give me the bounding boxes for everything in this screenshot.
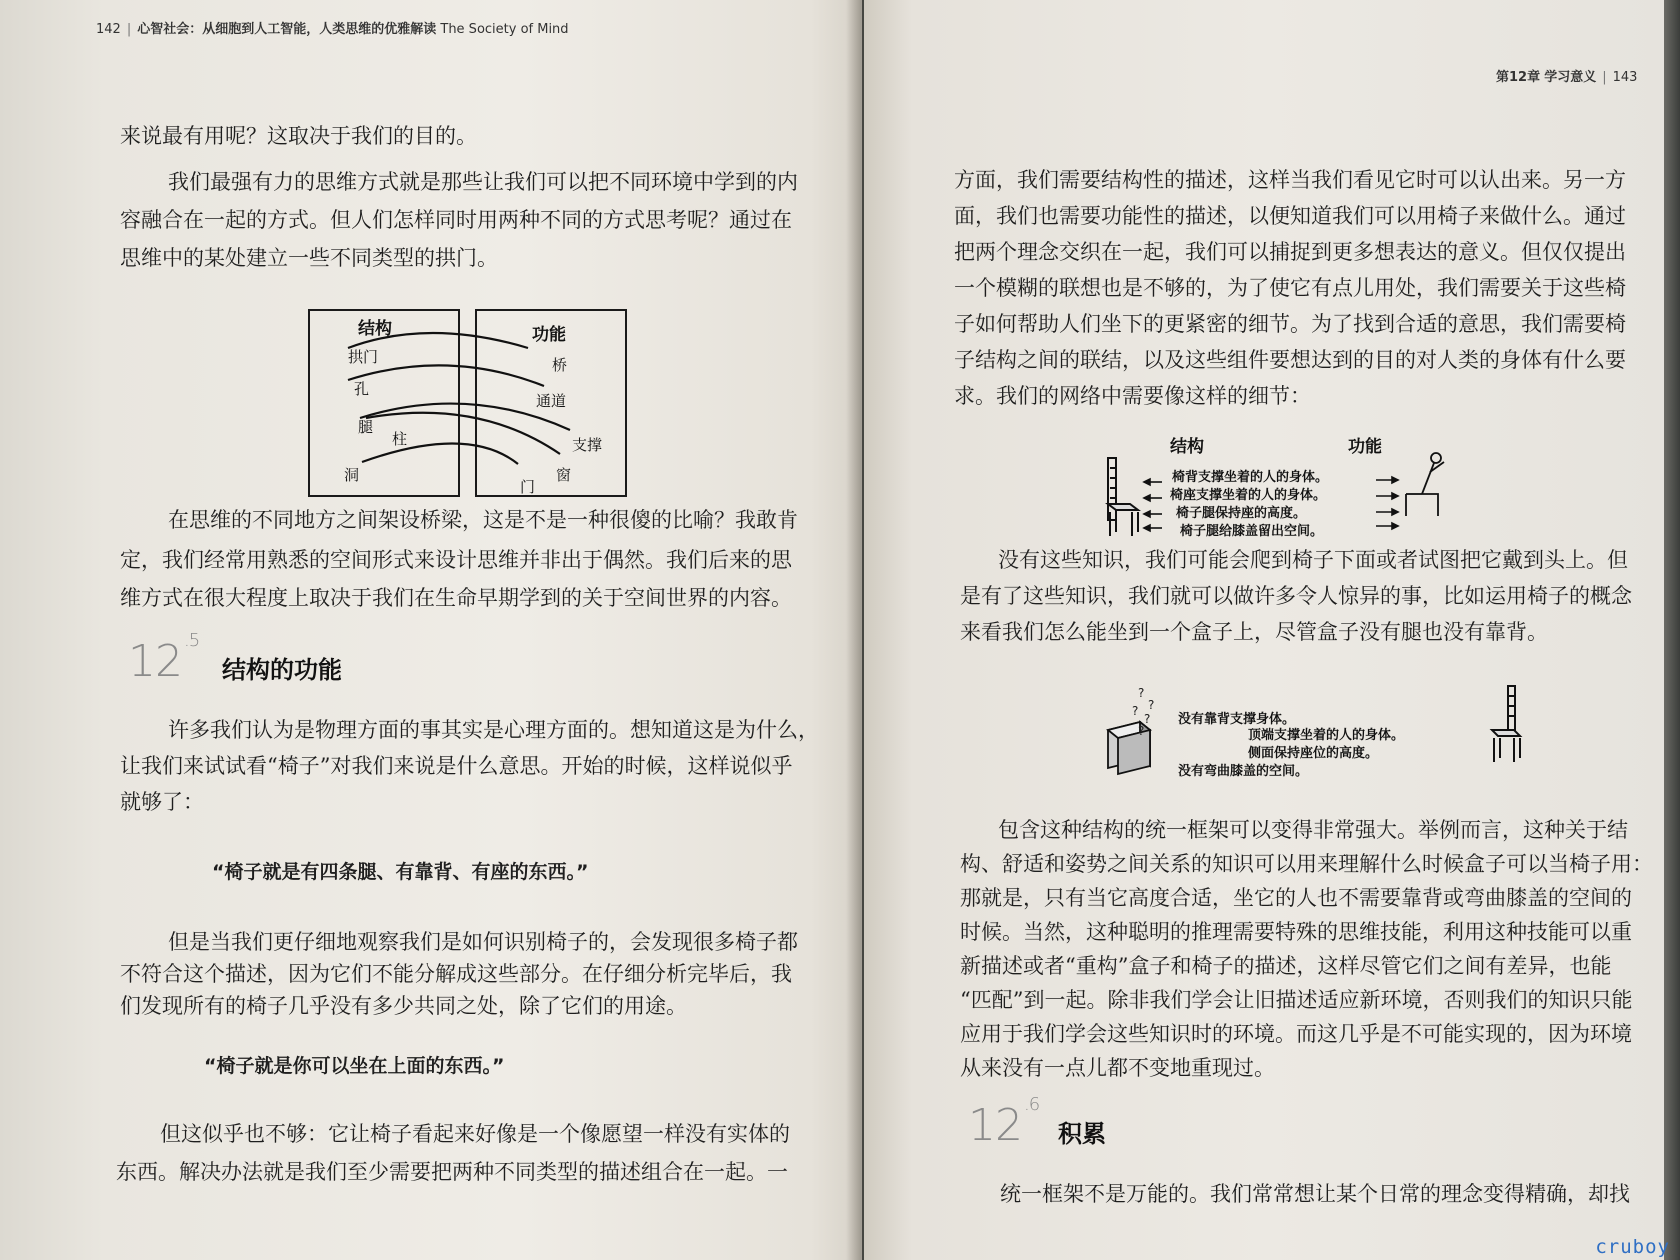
watermark: cruboy <box>1595 1236 1670 1258</box>
paragraph-line: 思维中的某处建立一些不同类型的拱门。 <box>120 246 498 270</box>
structure-term: 洞 <box>344 466 360 484</box>
page-number: 143 <box>1612 70 1638 85</box>
paragraph-line: 从来没有一点儿都不变地重现过。 <box>960 1056 1275 1080</box>
chair-figure-function-header: 功能 <box>1348 437 1382 457</box>
function-term: 通道 <box>536 392 567 410</box>
structure-term: 拱门 <box>348 348 379 366</box>
paragraph-line: 在思维的不同地方之间架设桥梁，这是不是一种很傻的比喻？我敢肯 <box>168 508 798 532</box>
chair-figure-row: 椅背支撑坐着的人的身体。 <box>1172 470 1329 485</box>
chapter-number: 第12章 <box>1496 70 1541 85</box>
box-figure-row: 没有弯曲膝盖的空间。 <box>1178 764 1309 779</box>
paragraph-line: 是有了这些知识，我们就可以做许多令人惊异的事，比如运用椅子的概念 <box>960 584 1632 608</box>
right-page <box>864 0 1664 1260</box>
chair-figure-structure-header: 结构 <box>1170 437 1204 457</box>
figure-structure-header: 结构 <box>358 319 392 339</box>
structure-function-figure <box>308 304 628 504</box>
paragraph-line: 新描述或者“重构”盒子和椅子的描述，这样尽管它们之间有差异，也能 <box>960 954 1612 978</box>
paragraph-line: 让我们来试试看“椅子”对我们来说是什么意思。开始的时候，这样说似乎 <box>120 754 793 778</box>
left-page-header: 142 | 心智社会：从细胞到人工智能，人类思维的优雅解读 The Society of Mind <box>96 22 569 37</box>
paragraph-line: 方面，我们需要结构性的描述，这样当我们看见它时可以认出来。另一方 <box>954 168 1626 192</box>
paragraph-line: 来看我们怎么能坐到一个盒子上，尽管盒子没有腿也没有靠背。 <box>960 620 1548 644</box>
paragraph-line: 统一框架不是万能的。我们常常想让某个日常的理念变得精确，却找 <box>1000 1182 1630 1206</box>
page-edge-shadow <box>1664 0 1680 1260</box>
paragraph-line: 那就是，只有当它高度合适，坐它的人也不需要靠背或弯曲膝盖的空间的 <box>960 886 1632 910</box>
paragraph-line: 没有这些知识，我们可能会爬到椅子下面或者试图把它戴到头上。但 <box>998 548 1628 572</box>
book-title-en: The Society of Mind <box>440 22 569 37</box>
paragraph-line: 定，我们经常用熟悉的空间形式来设计思维并非出于偶然。我们后来的思 <box>120 548 792 572</box>
section-number-sub: .6 <box>1024 1094 1040 1116</box>
section-number <box>128 630 200 687</box>
function-term: 窗 <box>556 466 572 484</box>
paragraph-line: 东西。解决办法就是我们至少需要把两种不同类型的描述组合在一起。一 <box>116 1160 788 1184</box>
box-figure-row: 没有靠背支撑身体。 <box>1178 712 1296 727</box>
chair-figure-row: 椅子腿给膝盖留出空间。 <box>1180 524 1324 539</box>
paragraph-line: 包含这种结构的统一框架可以变得非常强大。举例而言，这种关于结 <box>998 818 1628 842</box>
structure-term: 孔 <box>354 380 370 398</box>
paragraph-line: 子结构之间的联结，以及这些组件要想达到的目的对人类的身体有什么要 <box>954 348 1626 372</box>
section-number-main: 12 <box>968 1100 1022 1151</box>
section-title: 结构的功能 <box>222 656 342 684</box>
quote: “椅子就是你可以坐在上面的东西。” <box>204 1055 505 1077</box>
figure-function-header: 功能 <box>532 325 566 345</box>
paragraph-line: 面，我们也需要功能性的描述，以便知道我们可以用椅子来做什么。通过 <box>954 204 1626 228</box>
paragraph-line: 子如何帮助人们坐下的更紧密的细节。为了找到合适的意思，我们需要椅 <box>954 312 1626 336</box>
paragraph-line: 许多我们认为是物理方面的事其实是心理方面的。想知道这是为什么， <box>168 718 819 742</box>
paragraph-line: 就够了： <box>120 790 204 814</box>
chair-figure <box>1086 432 1486 544</box>
section-number <box>968 1094 1040 1151</box>
paragraph-line: “匹配”到一起。除非我们学会让旧描述适应新环境，否则我们的知识只能 <box>960 988 1633 1012</box>
paragraph-line: 我们最强有力的思维方式就是那些让我们可以把不同环境中学到的内 <box>168 170 798 194</box>
section-number-sub: .5 <box>184 630 200 652</box>
page-number: 142 <box>96 22 121 37</box>
question-mark: ? <box>1144 712 1151 726</box>
question-mark: ? <box>1138 686 1145 700</box>
quote: “椅子就是有四条腿、有靠背、有座的东西。” <box>212 861 589 883</box>
paragraph-line: 不符合这个描述，因为它们不能分解成这些部分。在仔细分析完毕后，我 <box>120 962 792 986</box>
box-figure-row: 顶端支撑坐着的人的身体。 <box>1248 728 1405 743</box>
function-term: 支撑 <box>572 436 603 454</box>
paragraph-line: 一个模糊的联想也是不够的，为了使它有点儿用处，我们需要关于这些椅 <box>954 276 1626 300</box>
paragraph-line: 但这似乎也不够：它让椅子看起来好像是一个像愿望一样没有实体的 <box>160 1122 790 1146</box>
paragraph-line: 把两个理念交织在一起，我们可以捕捉到更多想表达的意义。但仅仅提出 <box>954 240 1626 264</box>
question-mark: ? <box>1138 724 1145 738</box>
structure-term: 腿 <box>358 418 374 436</box>
box-figure <box>1088 680 1538 790</box>
function-term: 桥 <box>552 356 568 374</box>
paragraph-line: 时候。当然，这种聪明的推理需要特殊的思维技能，利用这种技能可以重 <box>960 920 1632 944</box>
paragraph-line: 们发现所有的椅子几乎没有多少共同之处，除了它们的用途。 <box>120 994 687 1018</box>
chair-figure-row: 椅座支撑坐着的人的身体。 <box>1170 488 1327 503</box>
function-term: 门 <box>520 478 536 496</box>
structure-term: 柱 <box>392 430 408 448</box>
paragraph-line: 求。我们的网络中需要像这样的细节： <box>954 384 1311 408</box>
section-number-main: 12 <box>128 636 182 687</box>
right-page-header: 第12章 学习意义 | 143 <box>1496 70 1638 85</box>
paragraph-line: 应用于我们学会这些知识时的环境。而这几乎是不可能实现的，因为环境 <box>960 1022 1632 1046</box>
paragraph-line: 维方式在很大程度上取决于我们在生命早期学到的关于空间世界的内容。 <box>120 586 792 610</box>
paragraph-line: 容融合在一起的方式。但人们怎样同时用两种不同的方式思考呢？通过在 <box>120 208 792 232</box>
paragraph-line: 但是当我们更仔细地观察我们是如何识别椅子的，会发现很多椅子都 <box>168 930 798 954</box>
paragraph-line: 构、舒适和姿势之间关系的知识可以用来理解什么时候盒子可以当椅子用： <box>960 852 1653 876</box>
paragraph-line: 来说最有用呢？这取决于我们的目的。 <box>120 124 477 148</box>
chair-figure-row: 椅子腿保持座的高度。 <box>1176 506 1307 521</box>
question-mark: ? <box>1148 698 1155 712</box>
book-title: 心智社会：从细胞到人工智能，人类思维的优雅解读 <box>137 22 437 37</box>
chapter-title: 学习意义 <box>1544 70 1597 85</box>
box-figure-row: 侧面保持座位的高度。 <box>1248 746 1379 761</box>
question-mark: ? <box>1132 704 1139 718</box>
section-title: 积累 <box>1058 1120 1106 1148</box>
